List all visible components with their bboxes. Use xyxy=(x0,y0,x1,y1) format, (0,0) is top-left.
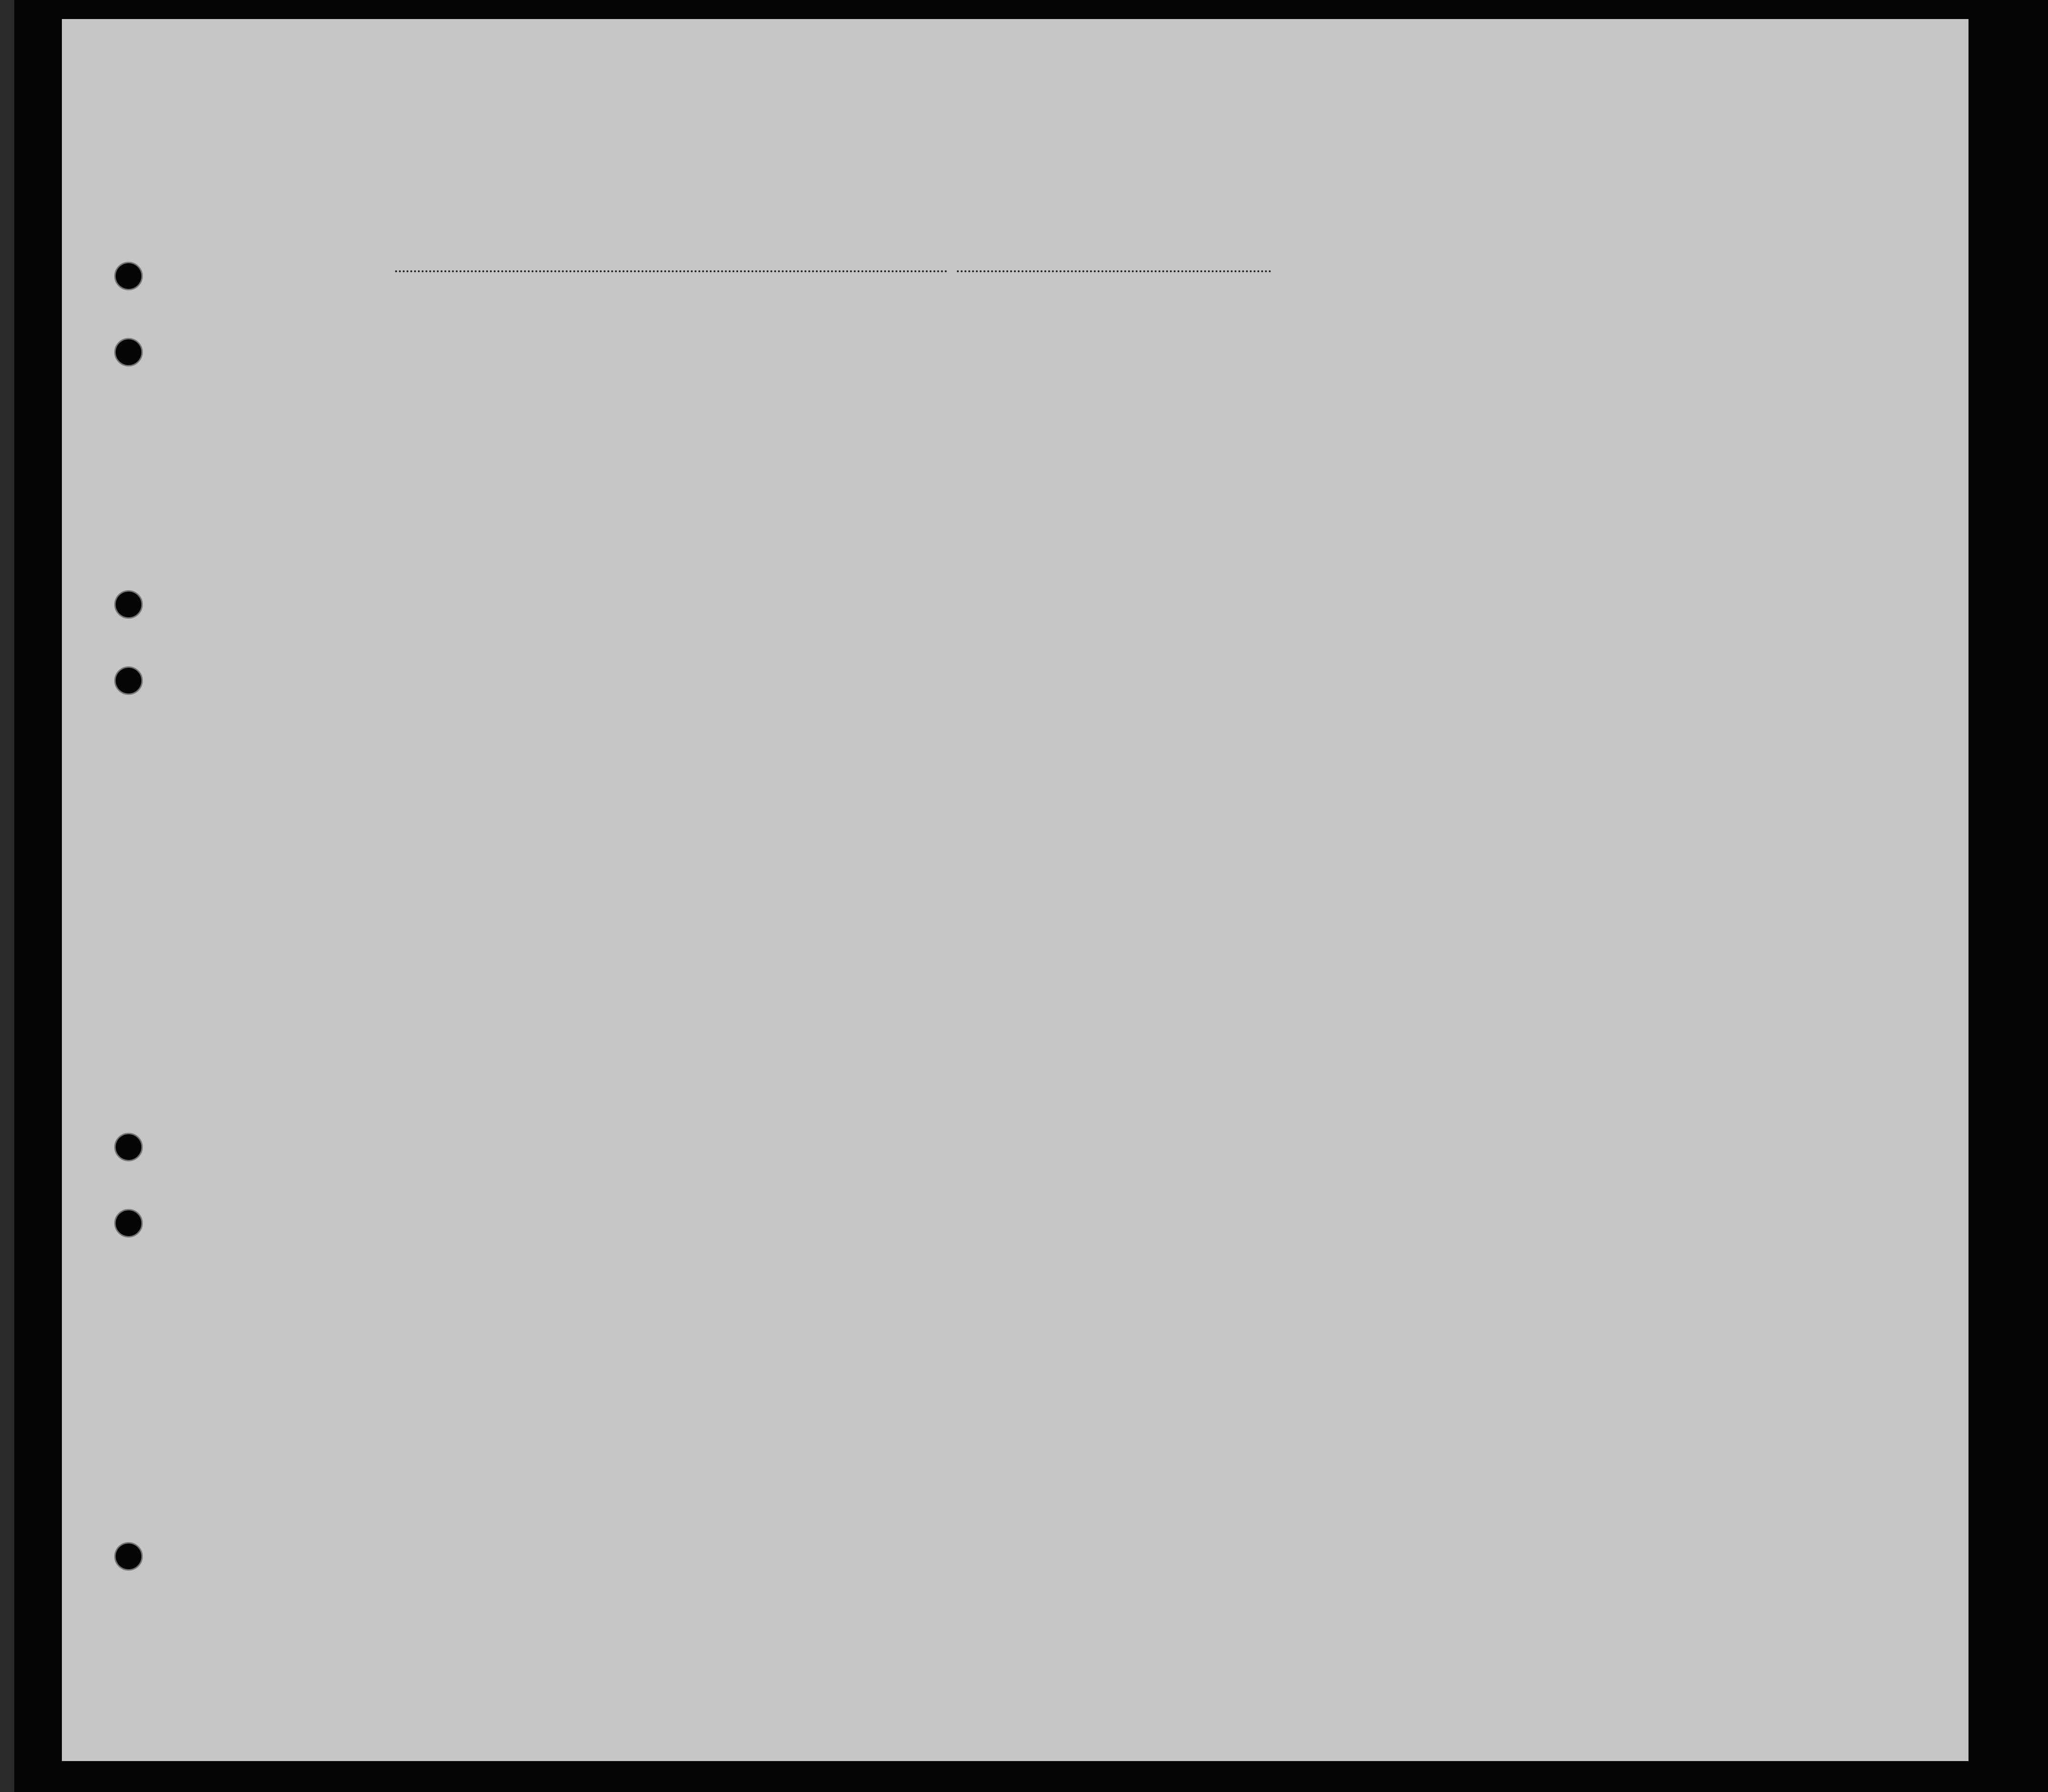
binder-hole xyxy=(114,262,143,290)
film-edge xyxy=(0,0,14,1792)
binder-hole xyxy=(114,590,143,619)
date-dotted-line xyxy=(957,270,1271,272)
instructions-text xyxy=(164,195,1735,210)
binder-hole xyxy=(114,338,143,366)
binder-hole xyxy=(114,1209,143,1238)
binder-hole xyxy=(114,1133,143,1161)
manifest-sheet xyxy=(62,19,1968,1761)
port-dotted-line xyxy=(395,270,947,272)
manifest-table xyxy=(155,290,1964,1614)
binder-hole xyxy=(114,666,143,695)
binder-hole xyxy=(114,1542,143,1571)
